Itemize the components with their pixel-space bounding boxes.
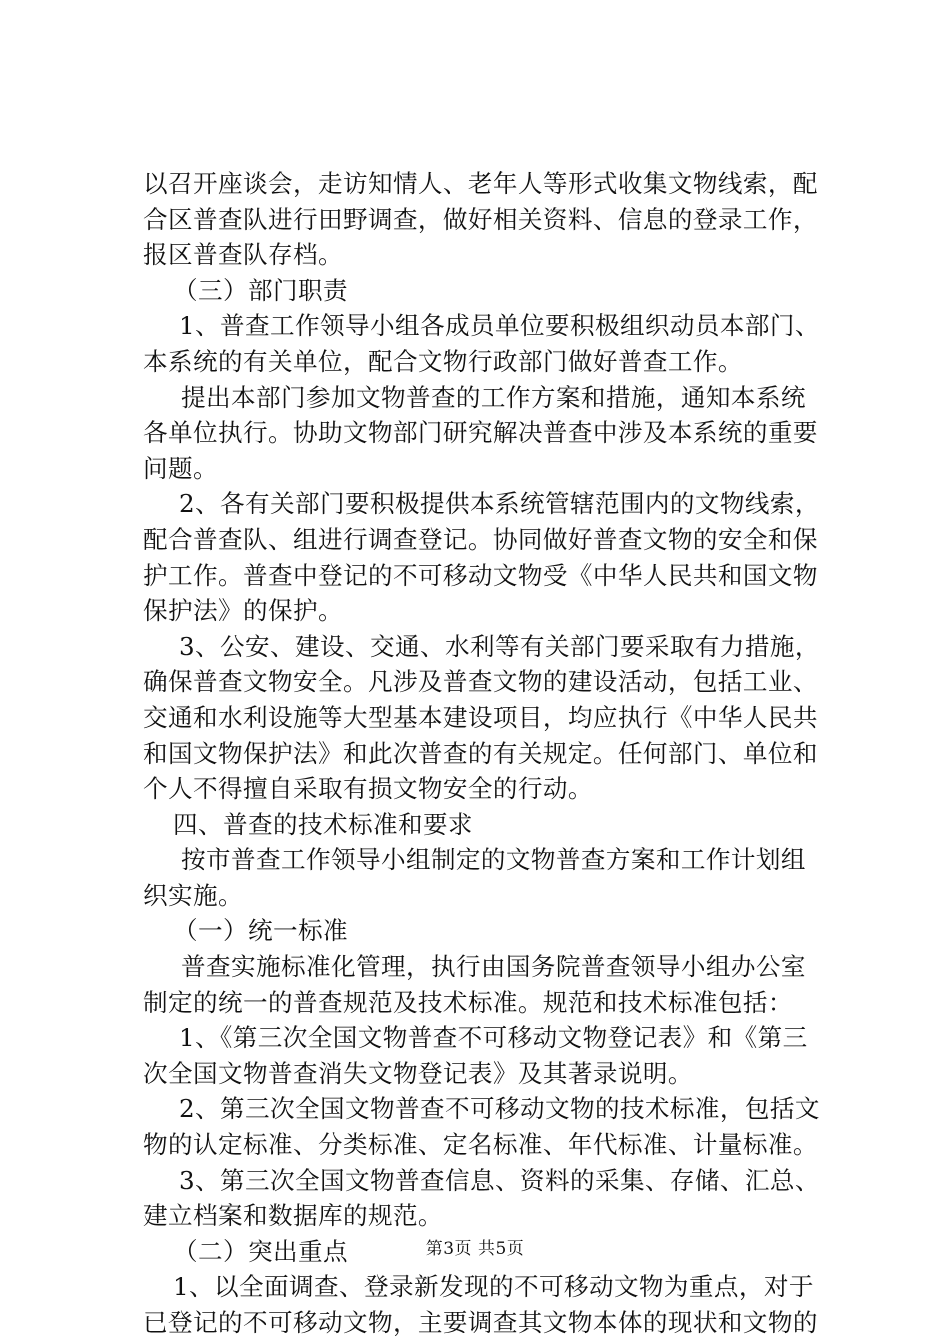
text-line: （三）部门职责 <box>173 275 348 305</box>
text-line: 和国文物保护法》和此次普查的有关规定。任何部门、单位和 <box>143 738 818 768</box>
text-line: 个人不得擅自采取有损文物安全的行动。 <box>143 774 593 804</box>
text-line: 3、第三次全国文物普查信息、资料的采集、存储、汇总、 <box>179 1165 820 1195</box>
text-line: 1、普查工作领导小组各成员单位要积极组织动员本部门、 <box>179 311 820 341</box>
document-body <box>143 166 833 1341</box>
text-line: 2、第三次全国文物普查不可移动文物的技术标准，包括文 <box>179 1094 820 1124</box>
text-line: 配合普查队、组进行调查登记。协同做好普查文物的安全和保 <box>143 524 818 554</box>
text-line: 次全国文物普查消失文物登记表》及其著录说明。 <box>143 1058 693 1088</box>
text-line: 确保普查文物安全。凡涉及普查文物的建设活动，包括工业、 <box>143 667 818 697</box>
text-line: 本系统的有关单位，配合文物行政部门做好普查工作。 <box>143 346 743 376</box>
text-line: 1、《第三次全国文物普查不可移动文物登记表》和《第三 <box>179 1023 808 1053</box>
page-footer: 第3页 共5页 <box>425 1239 525 1259</box>
text-line: 按市普查工作领导小组制定的文物普查方案和工作计划组 <box>181 845 806 875</box>
text-line: 合区普查队进行田野调查，做好相关资料、信息的登录工作， <box>143 204 818 234</box>
text-line: 2、各有关部门要积极提供本系统管辖范围内的文物线索， <box>179 489 820 519</box>
text-line: 交通和水利设施等大型基本建设项目，均应执行《中华人民共 <box>143 702 818 732</box>
text-line: 建立档案和数据库的规范。 <box>143 1201 443 1231</box>
text-line: 1、以全面调查、登录新发现的不可移动文物为重点，对于 <box>173 1272 814 1302</box>
text-line: 物的认定标准、分类标准、定名标准、年代标准、计量标准。 <box>143 1130 818 1160</box>
text-line: 已登记的不可移动文物，主要调查其文物本体的现状和文物的 <box>143 1308 818 1337</box>
text-line: （一）统一标准 <box>173 916 348 946</box>
text-line: 保护法》的保护。 <box>143 596 343 626</box>
text-line: 普查实施标准化管理，执行由国务院普查领导小组办公室 <box>181 952 806 982</box>
text-line: 以召开座谈会，走访知情人、老年人等形式收集文物线索，配 <box>143 169 818 198</box>
text-line: （二）突出重点 <box>173 1236 348 1266</box>
text-line: 护工作。普查中登记的不可移动文物受《中华人民共和国文物 <box>143 560 818 590</box>
text-line: 四、普查的技术标准和要求 <box>173 809 473 839</box>
text-line: 提出本部门参加文物普查的工作方案和措施，通知本系统 <box>181 382 806 412</box>
text-line: 3、公安、建设、交通、水利等有关部门要采取有力措施， <box>179 631 820 661</box>
text-line: 制定的统一的普查规范及技术标准。规范和技术标准包括： <box>143 987 793 1017</box>
text-line: 问题。 <box>143 453 218 483</box>
text-line: 报区普查队存档。 <box>143 240 343 270</box>
text-line: 各单位执行。协助文物部门研究解决普查中涉及本系统的重要 <box>143 418 818 448</box>
text-line: 织实施。 <box>143 880 243 910</box>
